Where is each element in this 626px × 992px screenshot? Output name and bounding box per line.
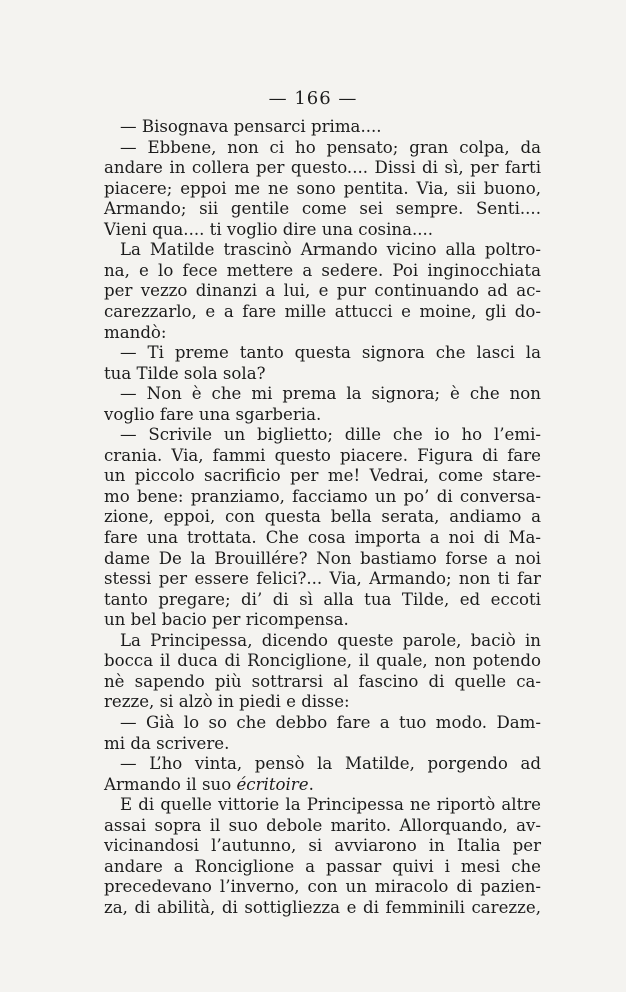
text-line-content: Armando il suo <box>104 774 237 794</box>
text-line <box>104 774 541 796</box>
text-line <box>104 280 541 302</box>
text-line-content: E di quelle vittorie la Principessa ne riportò altre <box>120 795 541 815</box>
text-line <box>104 691 541 713</box>
text-line-content: un bel bacio per ricompensa. <box>104 610 349 630</box>
text-line-content: carezzarlo, e a fare mille attucci e moine, gli do- <box>104 301 541 321</box>
text-line-content: nè sapendo più sottrarsi al fascino di quelle ca- <box>104 671 541 691</box>
text-line <box>104 322 541 344</box>
text-line <box>104 137 541 159</box>
text-line-content: La Principessa, dicendo queste parole, baciò in <box>120 630 541 650</box>
text-line <box>104 856 541 878</box>
text-line <box>104 363 541 385</box>
text-line <box>104 260 541 282</box>
text-line-content: dame De la Brouillére? Non bastiamo forse a noi <box>104 548 541 568</box>
text-line-content: un piccolo sacrificio per me! Vedrai, come stare- <box>104 466 541 486</box>
text-line <box>104 486 541 508</box>
text-line-content: za, di abilità, di sottigliezza e di femminili carezze, <box>104 897 541 917</box>
text-line-content: — Già lo so che debbo fare a tuo modo. Dam- <box>120 712 541 732</box>
text-line <box>104 876 541 898</box>
text-line <box>104 794 541 816</box>
text-line-content: — Scrivile un biglietto; dille che io ho l’emi- <box>120 425 541 445</box>
text-line-content: crania. Via, fammi questo piacere. Figura di fare <box>104 445 541 465</box>
text-line-content: — Bisognava pensarci prima.... <box>120 117 382 136</box>
italic-word: écritoire <box>236 774 309 794</box>
text-line <box>104 568 541 590</box>
text-line-content: Vieni qua.... ti voglio dire una cosina.... <box>104 219 434 239</box>
text-line-content: voglio fare una sgarberia. <box>104 404 322 424</box>
text-line <box>104 835 541 857</box>
text-line <box>104 383 541 405</box>
text-line <box>104 342 541 364</box>
text-line-content: — Ebbene, non ci ho pensato; gran colpa, da <box>120 137 541 157</box>
text-line-tail: . <box>308 774 314 794</box>
text-line <box>104 650 541 672</box>
text-line <box>104 465 541 487</box>
text-line-content: tua Tilde sola sola? <box>104 363 266 383</box>
text-line <box>104 178 541 200</box>
text-line <box>104 198 541 220</box>
text-line <box>104 712 541 734</box>
text-line <box>104 589 541 611</box>
text-line-content: vicinandosi l’autunno, si avviarono in Italia per <box>104 836 541 856</box>
text-line <box>104 527 541 549</box>
text-line <box>104 445 541 467</box>
text-line-content: na, e lo fece mettere a sedere. Poi inginocchiata <box>104 260 541 280</box>
text-line-content: — Ti preme tanto questa signora che lasci la <box>120 343 541 363</box>
text-line <box>104 548 541 570</box>
text-line <box>104 733 541 755</box>
text-line <box>104 301 541 323</box>
text-line <box>104 506 541 528</box>
text-line <box>104 815 541 837</box>
text-line-content: tanto pregare; di’ di sì alla tua Tilde, ed eccoti <box>104 589 541 609</box>
text-line <box>104 116 541 138</box>
text-line-content: bocca il duca di Ronciglione, il quale, non potendo <box>104 651 541 671</box>
text-line-content: stessi per essere felici?... Via, Armando; non ti far <box>104 569 541 589</box>
text-line <box>104 424 541 446</box>
text-line <box>104 671 541 693</box>
text-line <box>104 404 541 426</box>
text-line <box>104 897 541 919</box>
text-line <box>104 609 541 631</box>
text-line-content: La Matilde trascinò Armando vicino alla poltro- <box>120 240 541 260</box>
text-line-content: Armando; sii gentile come sei sempre. Senti.... <box>104 199 541 219</box>
text-line-content: fare una trottata. Che cosa importa a noi di Ma- <box>104 528 541 547</box>
text-line-content: — L’ho vinta, pensò la Matilde, porgendo ad <box>120 754 541 774</box>
text-line-content: piacere; eppoi me ne sono pentita. Via, sii buono, <box>104 178 541 198</box>
text-line-content: assai sopra il suo debole marito. Allorquando, av- <box>104 815 541 835</box>
text-line <box>104 239 541 261</box>
text-line-content: mi da scrivere. <box>104 733 230 753</box>
text-line-content: per vezzo dinanzi a lui, e pur continuando ad ac- <box>104 281 541 301</box>
text-line-content: rezze, si alzò in piedi e disse: <box>104 692 350 712</box>
text-line-content: — Non è che mi prema la signora; è che non <box>120 384 541 404</box>
text-line <box>104 157 541 179</box>
text-line-content: mandò: <box>104 322 167 342</box>
page-number: — 166 — <box>268 88 358 109</box>
text-line <box>104 630 541 652</box>
text-line-content: zione, eppoi, con questa bella serata, andiamo a <box>104 507 541 527</box>
text-line-content: precedevano l’inverno, con un miracolo di pazien- <box>104 877 541 897</box>
text-line <box>104 219 541 241</box>
text-line-content: andare in collera per questo.... Dissi di sì, per farti <box>104 158 541 178</box>
text-line <box>104 753 541 775</box>
text-line-content: andare a Ronciglione a passar quivi i mesi che <box>104 856 541 876</box>
text-line-content: mo bene: pranziamo, facciamo un po’ di conversa- <box>104 486 541 506</box>
